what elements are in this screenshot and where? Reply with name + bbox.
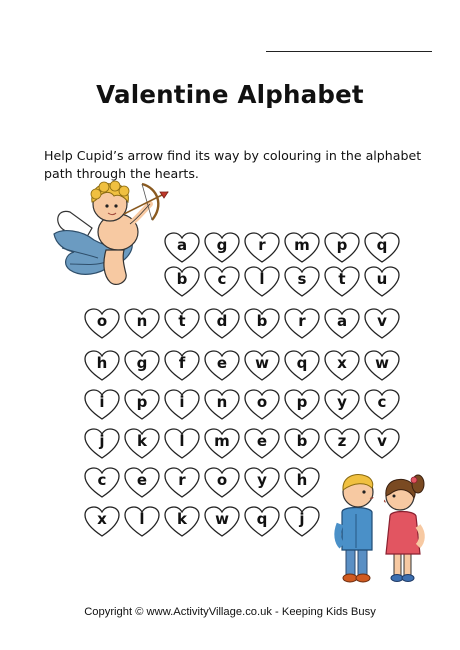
- heart-letter: c: [377, 393, 387, 411]
- heart-cell[interactable]: [204, 428, 240, 460]
- heart-letter: a: [176, 236, 188, 254]
- heart-cell[interactable]: [124, 428, 160, 460]
- heart-cell[interactable]: [204, 350, 240, 382]
- heart-cell[interactable]: [284, 389, 320, 421]
- heart-letter: t: [178, 312, 186, 330]
- heart-letter: m: [214, 432, 230, 450]
- heart-letter: o: [216, 471, 228, 489]
- heart-letter: c: [217, 270, 227, 288]
- heart-cell[interactable]: [244, 232, 280, 264]
- heart-letter: m: [294, 236, 310, 254]
- heart-cell[interactable]: [324, 266, 360, 298]
- heart-cell[interactable]: [84, 428, 120, 460]
- heart-letter: k: [177, 510, 187, 528]
- heart-letter: b: [256, 312, 268, 330]
- heart-letter: a: [336, 312, 348, 330]
- heart-letter: k: [137, 432, 147, 450]
- heart-cell[interactable]: [84, 389, 120, 421]
- heart-letter: n: [136, 312, 148, 330]
- heart-cell[interactable]: [244, 467, 280, 499]
- heart-cell[interactable]: [324, 389, 360, 421]
- heart-cell[interactable]: [284, 428, 320, 460]
- heart-cell[interactable]: [164, 506, 200, 538]
- heart-letter: j: [99, 432, 105, 450]
- heart-cell[interactable]: [244, 389, 280, 421]
- heart-letter: p: [296, 393, 308, 411]
- heart-letter: e: [136, 471, 148, 489]
- heart-letter: t: [338, 270, 346, 288]
- heart-cell[interactable]: [204, 389, 240, 421]
- heart-letter: x: [337, 354, 347, 372]
- heart-letter: j: [299, 510, 305, 528]
- heart-cell[interactable]: [164, 232, 200, 264]
- heart-cell[interactable]: [164, 428, 200, 460]
- heart-cell[interactable]: [284, 266, 320, 298]
- heart-letter: n: [216, 393, 228, 411]
- heart-letter: y: [257, 471, 267, 489]
- heart-cell[interactable]: [244, 350, 280, 382]
- copyright-text: Copyright © www.ActivityVillage.co.uk - Keeping Kids Busy: [84, 606, 376, 618]
- heart-cell[interactable]: [324, 350, 360, 382]
- heart-letter: h: [96, 354, 108, 372]
- heart-cell[interactable]: [164, 308, 200, 340]
- heart-cell[interactable]: [204, 308, 240, 340]
- heart-letter: q: [296, 354, 308, 372]
- heart-cell[interactable]: [124, 308, 160, 340]
- heart-letter: w: [215, 510, 229, 528]
- heart-letter: e: [256, 432, 268, 450]
- heart-cell[interactable]: [84, 308, 120, 340]
- heart-letter: r: [178, 471, 186, 489]
- heart-letter: p: [136, 393, 148, 411]
- heart-cell[interactable]: [324, 308, 360, 340]
- heart-letter: o: [256, 393, 268, 411]
- heart-cell[interactable]: [284, 232, 320, 264]
- heart-cell[interactable]: [244, 266, 280, 298]
- heart-cell[interactable]: [164, 389, 200, 421]
- heart-letter: v: [377, 432, 387, 450]
- heart-cell[interactable]: [364, 389, 400, 421]
- heart-letter: u: [376, 270, 388, 288]
- heart-letter: w: [375, 354, 389, 372]
- heart-letter: g: [136, 354, 148, 372]
- heart-letter: v: [377, 312, 387, 330]
- heart-cell[interactable]: [204, 467, 240, 499]
- heart-letter: c: [97, 471, 107, 489]
- heart-cell[interactable]: [284, 350, 320, 382]
- heart-cell[interactable]: [364, 428, 400, 460]
- heart-letter: o: [96, 312, 108, 330]
- heart-letter: h: [296, 471, 308, 489]
- heart-letter: l: [259, 270, 265, 288]
- heart-letter: b: [296, 432, 308, 450]
- heart-letter: f: [178, 354, 186, 372]
- heart-cell[interactable]: [244, 506, 280, 538]
- page-title: Valentine Alphabet: [96, 80, 364, 109]
- heart-cell[interactable]: [364, 232, 400, 264]
- heart-cell[interactable]: [364, 266, 400, 298]
- heart-letter: g: [216, 236, 228, 254]
- heart-letter: x: [97, 510, 107, 528]
- heart-cell[interactable]: [244, 428, 280, 460]
- heart-letter: z: [337, 432, 347, 450]
- heart-letter: i: [179, 393, 185, 411]
- heart-cell[interactable]: [284, 506, 320, 538]
- heart-cell[interactable]: [124, 389, 160, 421]
- heart-cell[interactable]: [204, 232, 240, 264]
- heart-letter: r: [298, 312, 306, 330]
- heart-cell[interactable]: [164, 467, 200, 499]
- heart-cell[interactable]: [124, 350, 160, 382]
- heart-cell[interactable]: [164, 350, 200, 382]
- instructions-text: Help Cupid’s arrow find its way by colouring in the alphabet path through the hearts.: [44, 148, 422, 181]
- heart-letter: q: [376, 236, 388, 254]
- heart-cell[interactable]: [284, 308, 320, 340]
- heart-cell[interactable]: [364, 308, 400, 340]
- heart-cell[interactable]: [324, 232, 360, 264]
- heart-cell[interactable]: [364, 350, 400, 382]
- heart-cell[interactable]: [204, 506, 240, 538]
- heart-cell[interactable]: [244, 308, 280, 340]
- heart-letter: p: [336, 236, 348, 254]
- heart-cell[interactable]: [124, 506, 160, 538]
- heart-letter: s: [297, 270, 307, 288]
- heart-letter: l: [139, 510, 145, 528]
- heart-cell[interactable]: [84, 467, 120, 499]
- heart-letter: b: [176, 270, 188, 288]
- heart-letter: i: [99, 393, 105, 411]
- heart-letter: r: [258, 236, 266, 254]
- heart-cell[interactable]: [324, 428, 360, 460]
- heart-letter: l: [179, 432, 185, 450]
- heart-cell[interactable]: [84, 350, 120, 382]
- heart-letter: d: [216, 312, 228, 330]
- heart-letter: w: [255, 354, 269, 372]
- heart-cell[interactable]: [84, 506, 120, 538]
- heart-cell[interactable]: [284, 467, 320, 499]
- heart-letter: e: [216, 354, 228, 372]
- heart-letter: y: [337, 393, 347, 411]
- heart-cell[interactable]: [164, 266, 200, 298]
- heart-cell[interactable]: [204, 266, 240, 298]
- heart-letter: q: [256, 510, 268, 528]
- heart-cell[interactable]: [124, 467, 160, 499]
